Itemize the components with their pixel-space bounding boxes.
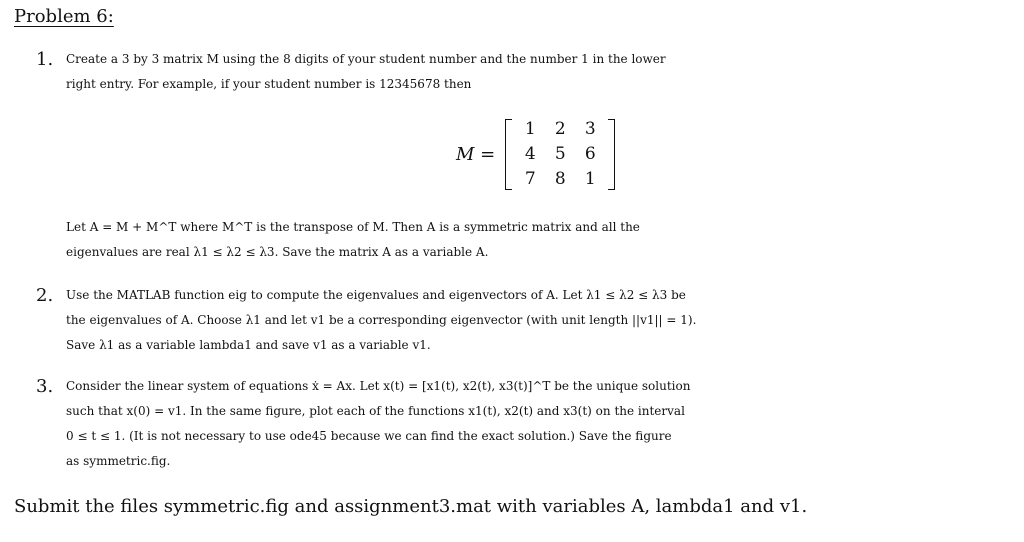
item-number: 2.	[36, 285, 54, 306]
item-2-line-3: Save λ1 as a variable lambda1 and save v1 as a variable v1.	[66, 338, 431, 352]
item-2-line-1: Use the MATLAB function eig to compute the eigenvalues and eigenvectors of A. Let λ1 ≤ λ2 ≤ λ3 be	[66, 288, 686, 302]
item-1-para-line-1: Let A = M + M^T where M^T is the transpose of M. Then A is a symmetric matrix and all the	[66, 220, 640, 234]
item-3-line-2: such that x(0) = v1. In the same figure, plot each of the functions x1(t), x2(t) and x3(t) on the interval	[66, 404, 685, 418]
matrix-cell: 6	[584, 143, 596, 164]
matrix-cell: 4	[524, 143, 536, 164]
matrix-cell: 1	[584, 168, 596, 189]
item-number: 1.	[36, 49, 54, 70]
right-bracket	[608, 119, 615, 190]
matrix-cell: 2	[554, 118, 566, 139]
problem-item-1	[36, 47, 998, 97]
matrix-m	[505, 117, 615, 192]
item-2-line-2: the eigenvalues of A. Choose λ1 and let v1 be a corresponding eigenvector (with unit length ||v1|| = 1).	[66, 313, 697, 327]
item-number: 3.	[36, 376, 54, 397]
item-3-line-1: Consider the linear system of equations ẋ = Ax. Let x(t) = [x1(t), x2(t), x3(t)]^T be the unique solution	[66, 379, 691, 393]
item-3-line-3: 0 ≤ t ≤ 1. (It is not necessary to use ode45 because we can find the exact solution.) Save the figure	[66, 429, 672, 443]
matrix-cell: 3	[584, 118, 596, 139]
matrix-cell: 7	[524, 168, 536, 189]
problem-item-3	[36, 374, 998, 474]
left-bracket	[505, 119, 512, 190]
item-3-line-4: as symmetric.fig.	[66, 454, 171, 468]
problem-item-1-paragraph	[36, 215, 998, 265]
matrix-equation	[456, 115, 615, 193]
item-1-para-line-2: eigenvalues are real λ1 ≤ λ2 ≤ λ3. Save the matrix A as a variable A.	[66, 245, 489, 259]
item-1-line-2: right entry. For example, if your student number is 12345678 then	[66, 77, 472, 91]
matrix-cell: 8	[554, 168, 566, 189]
matrix-cell: 5	[554, 143, 566, 164]
matrix-label: M =	[456, 143, 496, 165]
submission-instructions: Submit the files symmetric.fig and assignment3.mat with variables A, lambda1 and v1.	[14, 496, 808, 517]
problem-title: Problem 6:	[14, 6, 114, 27]
item-1-line-1: Create a 3 by 3 matrix M using the 8 digits of your student number and the number 1 in the lower	[66, 52, 666, 66]
matrix-cell: 1	[524, 118, 536, 139]
problem-item-2	[36, 283, 998, 358]
